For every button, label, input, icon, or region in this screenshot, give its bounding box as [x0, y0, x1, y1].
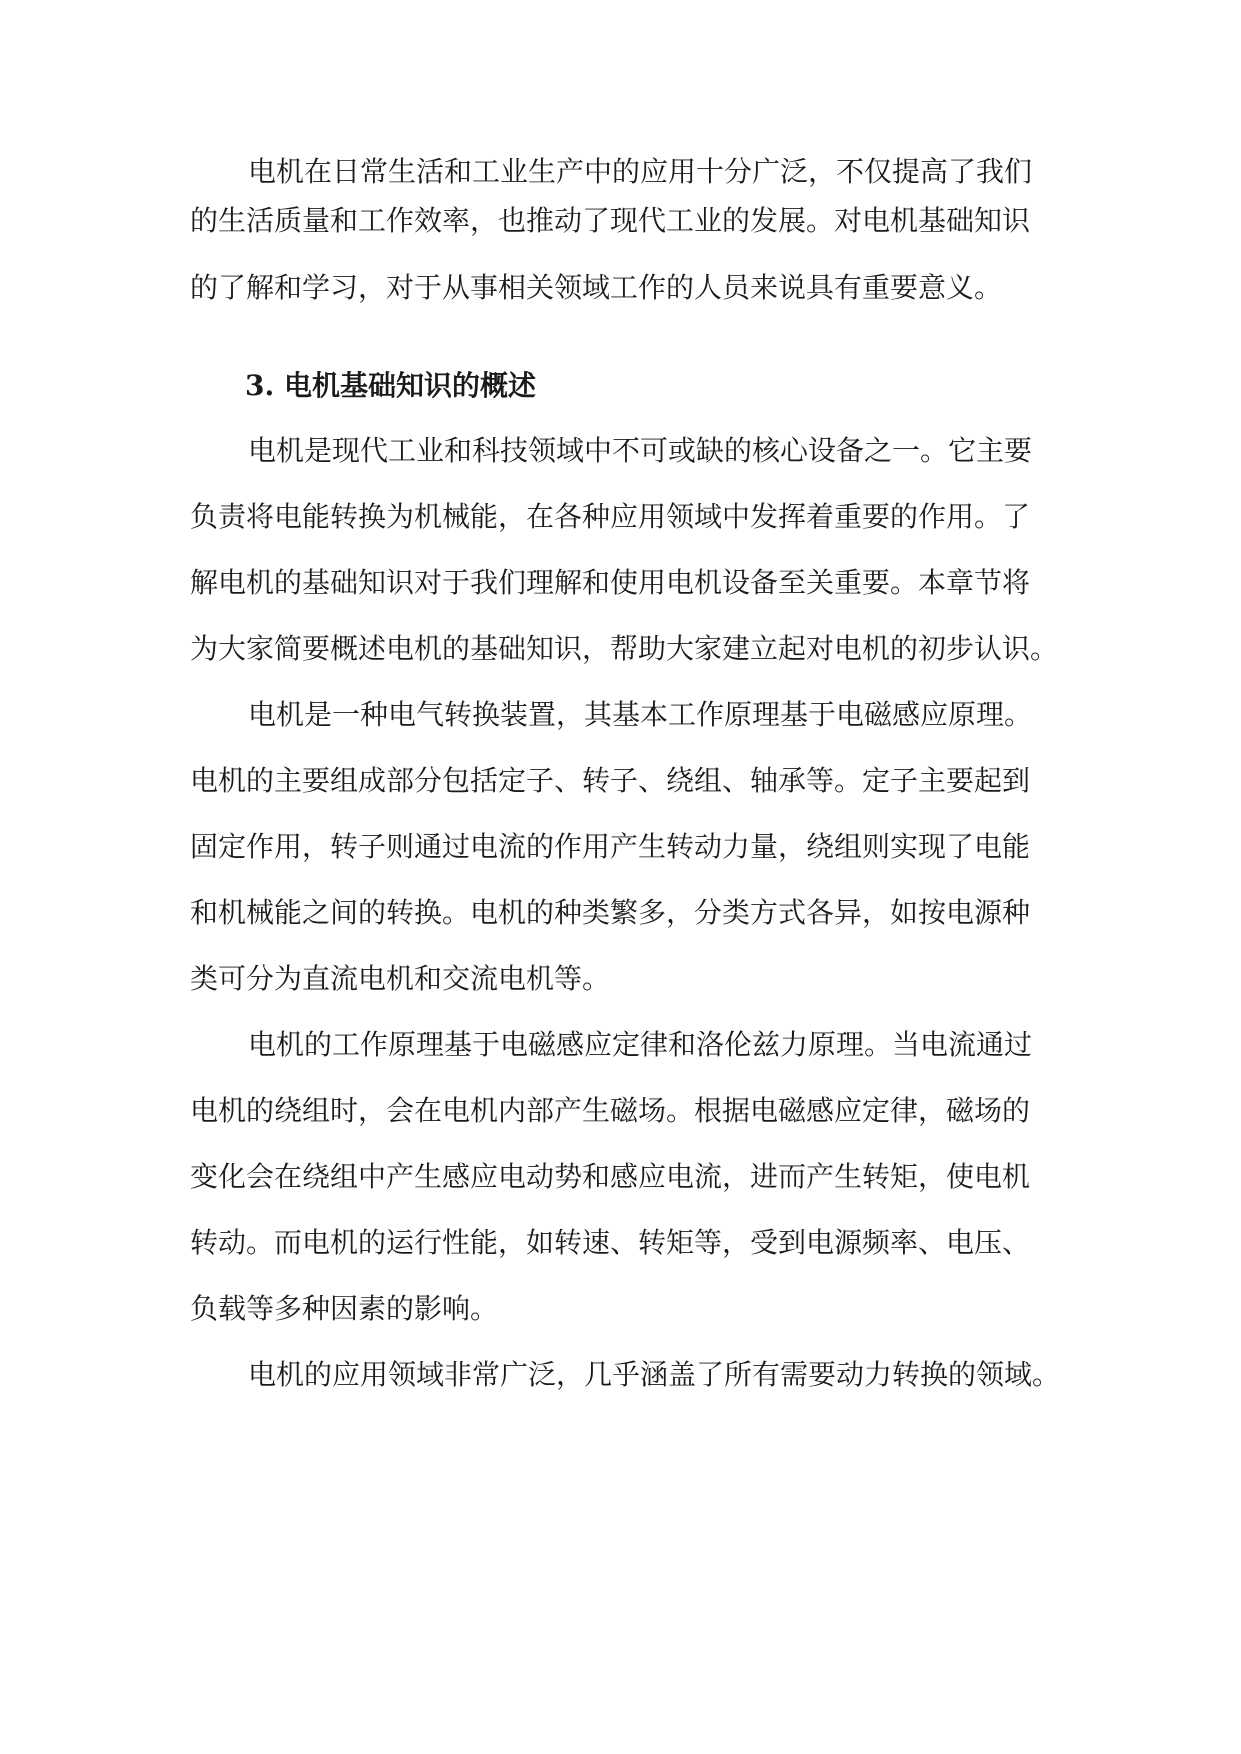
paragraph-4-line-3: 变化会在绕组中产生感应电动势和感应电流，进而产生转矩，使电机: [190, 1160, 1031, 1193]
paragraph-2-line-1: 电机是现代工业和科技领域中不可或缺的核心设备之一。它主要: [248, 434, 1033, 467]
paragraph-2-line-4: 为大家简要概述电机的基础知识，帮助大家建立起对电机的初步认识。: [190, 632, 1059, 665]
paragraph-1-line-3: 的了解和学习，对于从事相关领域工作的人员来说具有重要意义。: [190, 271, 1003, 304]
paragraph-2-line-3: 解电机的基础知识对于我们理解和使用电机设备至关重要。本章节将: [190, 566, 1031, 599]
paragraph-3-line-4: 和机械能之间的转换。电机的种类繁多，分类方式各异，如按电源种: [190, 896, 1031, 929]
paragraph-1-line-1: 电机在日常生活和工业生产中的应用十分广泛，不仅提高了我们: [248, 155, 1033, 188]
paragraph-5-line-1: 电机的应用领域非常广泛，几乎涵盖了所有需要动力转换的领域。: [248, 1358, 1061, 1391]
paragraph-1-line-2: 的生活质量和工作效率，也推动了现代工业的发展。对电机基础知识: [190, 204, 1031, 237]
paragraph-4-line-5: 负载等多种因素的影响。: [190, 1292, 499, 1325]
paragraph-2-line-2: 负责将电能转换为机械能，在各种应用领域中发挥着重要的作用。了: [190, 500, 1031, 533]
paragraph-4-line-2: 电机的绕组时，会在电机内部产生磁场。根据电磁感应定律，磁场的: [190, 1094, 1031, 1127]
paragraph-4-line-1: 电机的工作原理基于电磁感应定律和洛伦兹力原理。当电流通过: [248, 1028, 1033, 1061]
paragraph-4-line-4: 转动。而电机的运行性能，如转速、转矩等，受到电源频率、电压、: [190, 1226, 1031, 1259]
paragraph-3-line-2: 电机的主要组成部分包括定子、转子、绕组、轴承等。定子主要起到: [190, 764, 1031, 797]
paragraph-3-line-1: 电机是一种电气转换装置，其基本工作原理基于电磁感应原理。: [248, 698, 1033, 731]
section-heading: 3. 电机基础知识的概述: [245, 369, 536, 402]
paragraph-3-line-3: 固定作用，转子则通过电流的作用产生转动力量，绕组则实现了电能: [190, 830, 1031, 863]
paragraph-3-line-5: 类可分为直流电机和交流电机等。: [190, 962, 611, 995]
